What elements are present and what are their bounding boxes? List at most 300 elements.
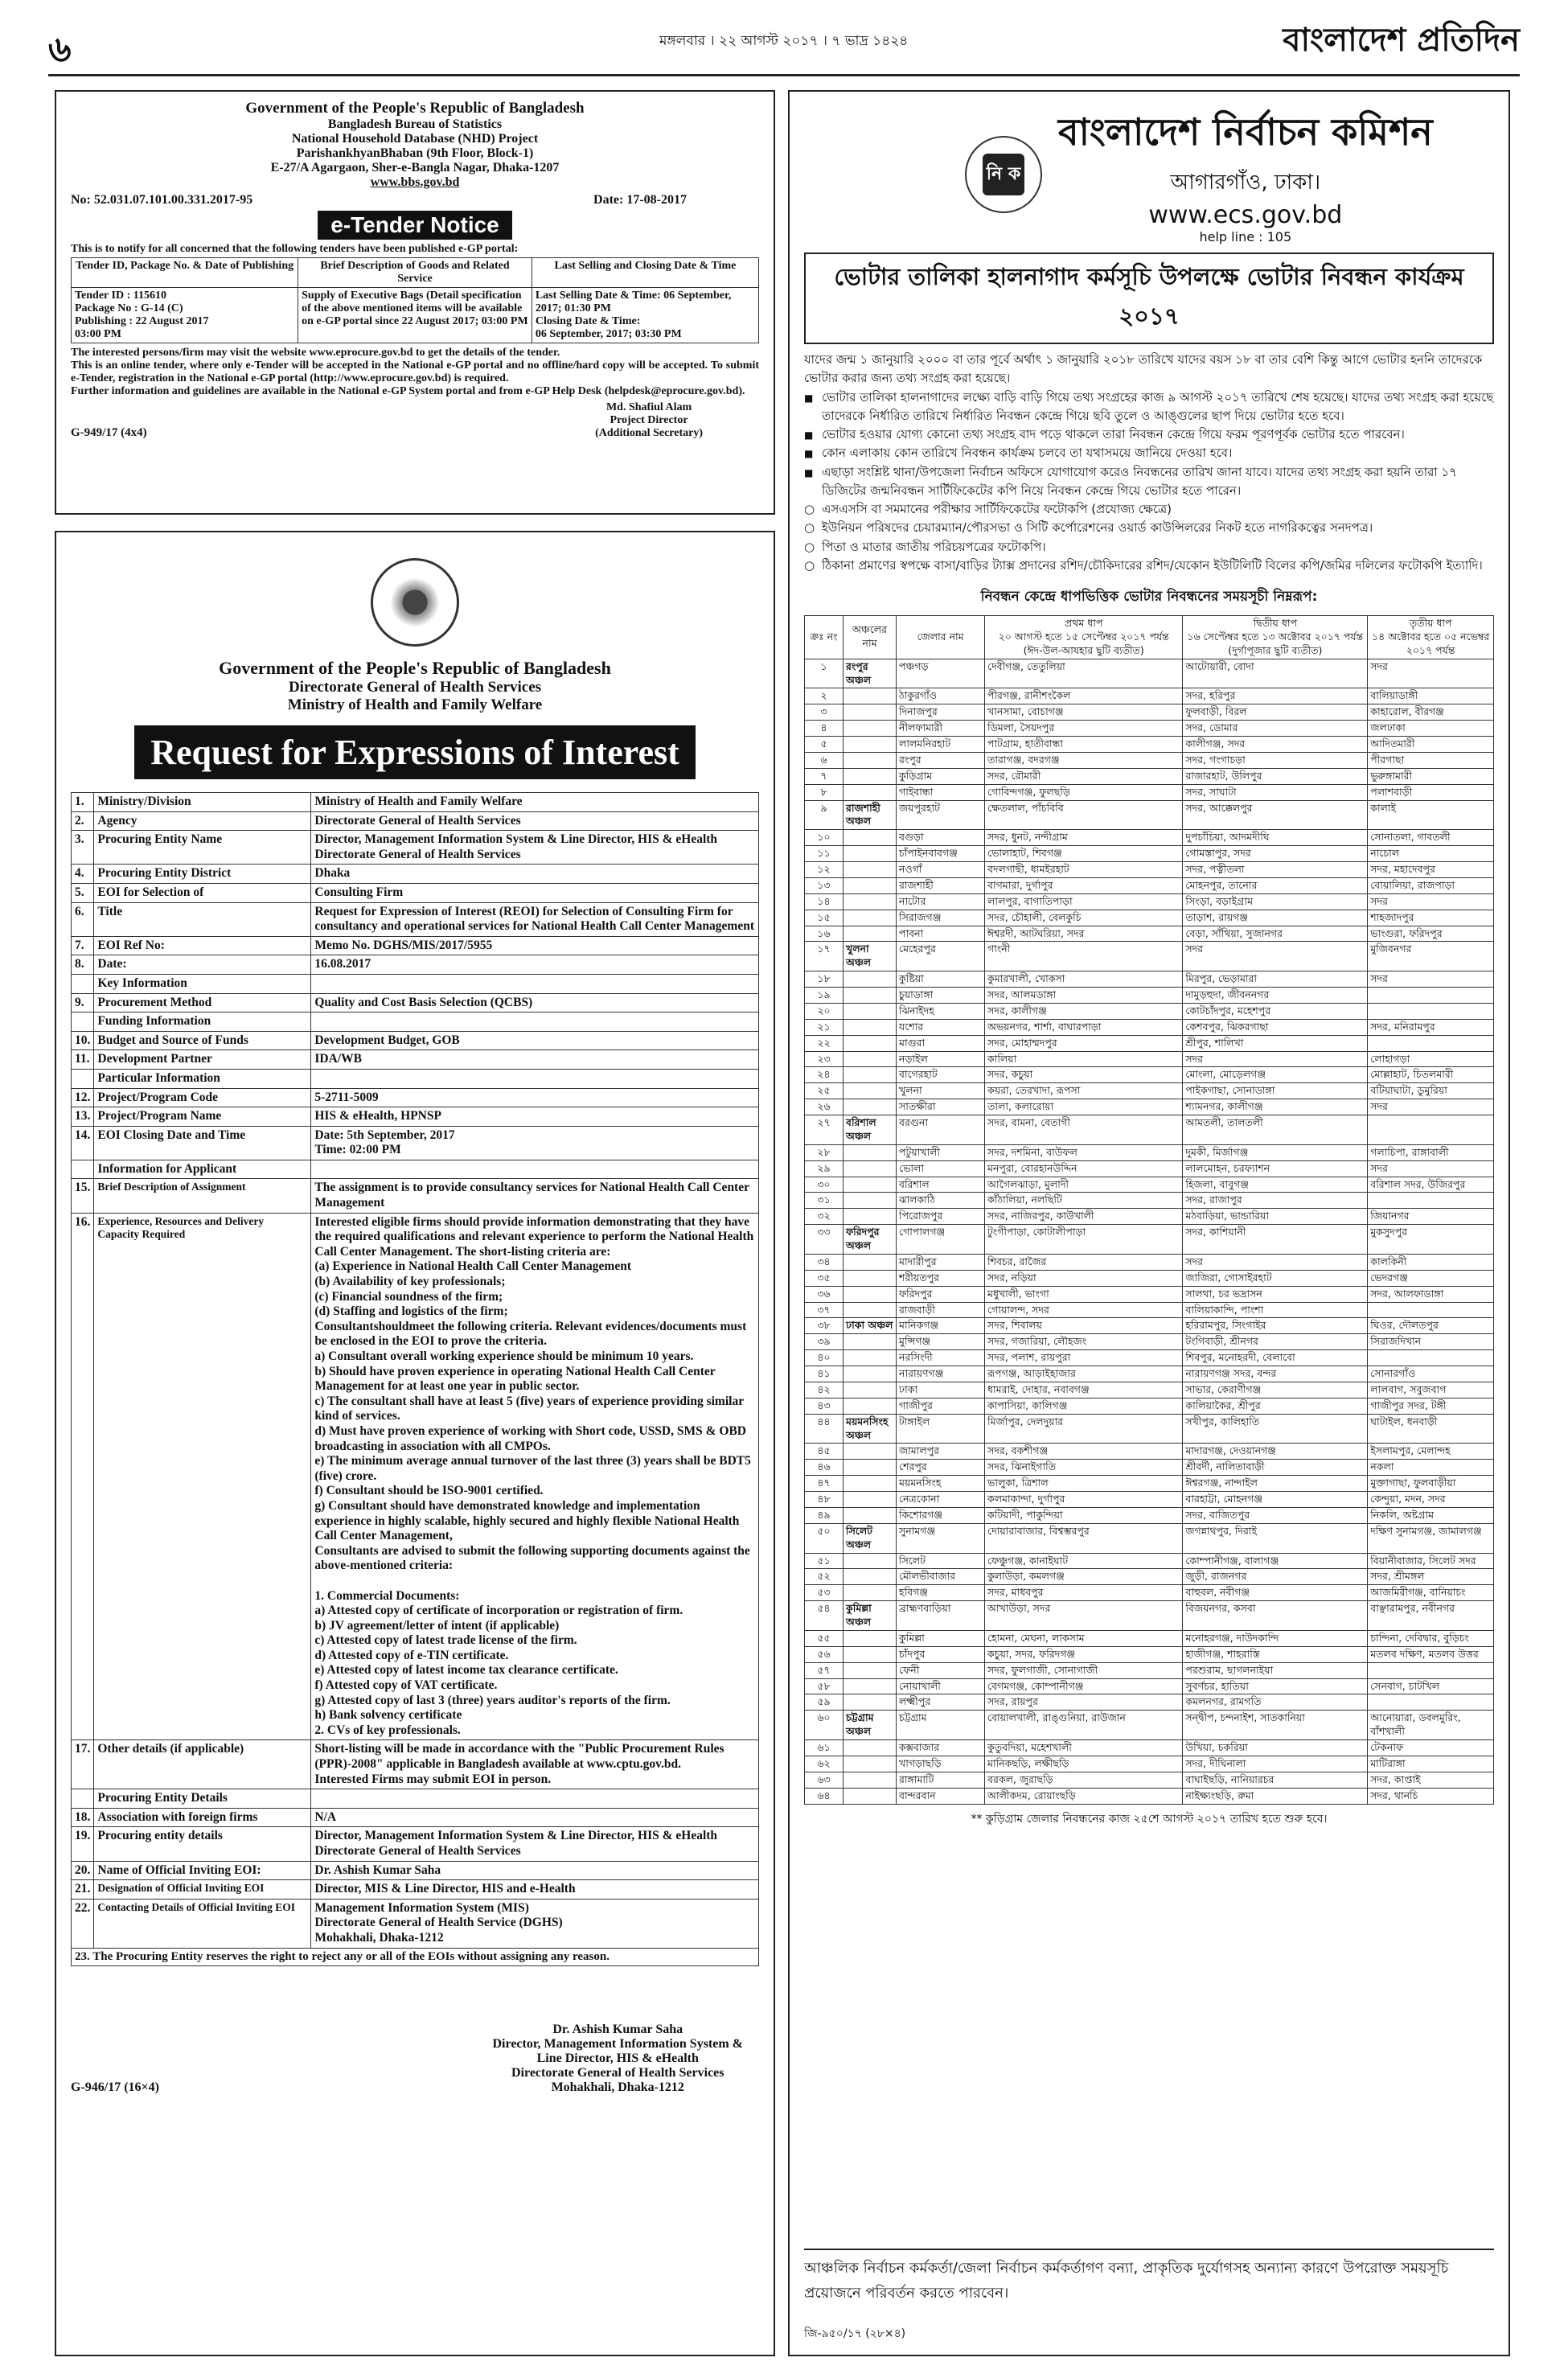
schedule-district: ফেনী [897,1662,985,1678]
schedule-serial: ৫৪ [805,1601,844,1631]
schedule-serial: ৩৫ [805,1270,844,1286]
schedule-phase-3: সোনারগাঁও [1368,1366,1494,1382]
schedule-row [805,752,1494,768]
schedule-district: নীলফামারী [897,721,985,737]
schedule-phase-2: নাইক্ষ্যংছড়ি, রুমা [1183,1788,1368,1804]
rei-row [72,1031,759,1050]
page-number: ৬ [48,29,72,70]
schedule-phase-2: উখিয়া, চকরিয়া [1183,1740,1368,1756]
schedule-phase-1: অভয়নগর, শার্শা, বাঘারপাড়া [985,1019,1183,1035]
rei-row-label: Contacting Details of Official Inviting EOI [94,1899,311,1948]
tender-website-link[interactable]: www.bbs.gov.bd [370,175,460,189]
schedule-phase-1: কালিয়া [985,1051,1183,1067]
schedule-serial: ৬০ [805,1711,844,1740]
schedule-serial: ৪৯ [805,1507,844,1523]
rei-row-number: 21. [72,1880,94,1900]
rei-row [72,1808,759,1827]
schedule-phase-2: টংগিবাড়ী, শ্রীনগর [1183,1334,1368,1350]
rei-row-label: Procuring Entity District [94,865,311,884]
rei-row-label: EOI for Selection of [94,883,311,902]
schedule-serial: ২৬ [805,1099,844,1115]
rei-signatory-line-5: Mohakhali, Dhaka-1212 [551,2080,684,2094]
rei-row-label: Budget and Source of Funds [94,1031,311,1050]
schedule-phase-2: সদর, রাজাপুর [1183,1193,1368,1209]
schedule-phase-3: পীরগাছা [1368,752,1494,768]
schedule-row [805,1318,1494,1334]
schedule-district: গাইবান্ধা [897,784,985,800]
rei-table [71,792,759,1949]
schedule-district: নোয়াখালী [897,1678,985,1694]
tender-ad-code: G-949/17 (4x4) [71,426,147,439]
schedule-phase-3: সদর, থানচি [1368,1788,1494,1804]
schedule-row [805,1523,1494,1553]
rei-row-value: Quality and Cost Basis Selection (QCBS) [311,993,759,1012]
schedule-serial: ৫২ [805,1569,844,1585]
schedule-serial: ১৮ [805,971,844,988]
schedule-district: মাগুরা [897,1035,985,1051]
schedule-phase-2: সখীপুর, কালিহাতি [1183,1414,1368,1444]
rei-row-number: 22. [72,1899,94,1948]
tender-note-1: The interested persons/firm may visit the website www.eprocure.gov.bd to get the details of the tender. [71,347,560,359]
schedule-row [805,988,1494,1004]
schedule-district: চাঁদপুর [897,1646,985,1662]
schedule-phase-3: ভুরুঙ্গামারী [1368,768,1494,784]
schedule-district: জয়পুরহাট [897,800,985,830]
schedule-phase-1: মানিকছড়ি, লক্ষীছড়ি [985,1756,1183,1772]
schedule-district: কিশোরগঞ্জ [897,1507,985,1523]
schedule-district: কুড়িগ্রাম [897,768,985,784]
schedule-serial: ২৪ [805,1067,844,1083]
schedule-phase-2: আমতলী, তালতলী [1183,1115,1368,1145]
schedule-region [844,1492,897,1508]
schedule-serial: ৬৪ [805,1788,844,1804]
schedule-serial: ৬২ [805,1756,844,1772]
schedule-district: ঠাকুরগাঁও [897,688,985,704]
schedule-phase-2: দুমকী, মির্জাগঞ্জ [1183,1144,1368,1160]
rei-row-number: 20. [72,1861,94,1880]
schedule-phase-1: গাংনী [985,942,1183,971]
schedule-district: পিরোজপুর [897,1209,985,1225]
request-for-eoi [55,531,775,2356]
schedule-phase-2: সদর, বাজিতপুর [1183,1507,1368,1523]
rei-row [72,974,759,993]
schedule-phase-2: বাহুবল, নবীগঞ্জ [1183,1585,1368,1601]
schedule-phase-2: সালথা, চর ভদ্রাসন [1183,1286,1368,1302]
schedule-phase-3: মতলব দক্ষিণ, মতলব উত্তর [1368,1646,1494,1662]
rei-row-value: 5-2711-5009 [311,1088,759,1107]
schedule-district: লালমনিরহাট [897,737,985,753]
schedule-region [844,1476,897,1492]
schedule-district: যশোর [897,1019,985,1035]
schedule-phase-1: খানসামা, বোচাগঞ্জ [985,704,1183,721]
schedule-district: পঞ্চগড় [897,659,985,688]
schedule-serial: ২৩ [805,1051,844,1067]
schedule-row [805,1772,1494,1788]
schedule-phase-1: কুলাউড়া, কমলগঞ্জ [985,1569,1183,1585]
schedule-phase-2: কমলনগর, রামগতি [1183,1694,1368,1711]
rei-row-number: 16. [72,1213,94,1740]
schedule-district: নড়াইল [897,1051,985,1067]
schedule-phase-1: বদলগাছী, ধামইরহাট [985,862,1183,878]
schedule-phase-1: দোয়ারাবাজার, বিশ্বম্ভরপুর [985,1523,1183,1553]
schedule-region [844,768,897,784]
schedule-phase-2: ঈশ্বরগঞ্জ, নান্দাইল [1183,1476,1368,1492]
schedule-phase-2: শ্রীপুর, শালিখা [1183,1035,1368,1051]
rei-row-number: 1. [72,793,94,812]
rei-row [72,1160,759,1179]
government-seal-icon [371,558,459,647]
schedule-phase-2: পাইকগাছা, সোনাডাঙ্গা [1183,1083,1368,1099]
schedule-phase-3: ইসলামপুর, মেলান্দহ [1368,1444,1494,1460]
schedule-phase-3: শাহজাদপুর [1368,910,1494,926]
schedule-phase-2: শিবপুর, মনোহরদী, বেলাবো [1183,1350,1368,1366]
rei-org-line-3: Ministry of Health and Family Welfare [287,696,543,713]
schedule-district: নারায়ণগঞ্জ [897,1366,985,1382]
schedule-region: ঢাকা অঞ্চল [844,1318,897,1334]
schedule-row [805,659,1494,688]
schedule-region [844,1051,897,1067]
schedule-district: নওগাঁ [897,862,985,878]
schedule-district: খুলনা [897,1083,985,1099]
schedule-serial: ৮ [805,784,844,800]
schedule-row [805,1366,1494,1382]
schedule-phase-2: হরিরামপুর, সিংগাইর [1183,1318,1368,1334]
schedule-phase-1: শিবচর, রাজৈর [985,1254,1183,1270]
schedule-serial: ৪০ [805,1350,844,1366]
tender-header-id: Tender ID, Package No. & Date of Publishing [72,258,298,288]
schedule-serial: ৩ [805,704,844,721]
rei-row-value [311,1789,759,1809]
rei-row-value: Short-listing will be made in accordance with the "Public Procurement Rules (PPR)-2008" applicable in Bangladesh available at www.cptu.gov.bd. Interested Firms may submit EOI in person. [311,1740,759,1789]
schedule-region [844,1083,897,1099]
schedule-phase-1: সদর, ধুনট, নন্দীগ্রাম [985,830,1183,846]
tender-memo-no: No: 52.031.07.101.00.331.2017-95 [71,193,253,207]
schedule-region [844,1630,897,1646]
schedule-row [805,1569,1494,1585]
schedule-row [805,800,1494,830]
ecs-bullets [804,388,1494,501]
schedule-serial: ৪১ [805,1366,844,1382]
schedule-district: জামালপুর [897,1444,985,1460]
schedule-district: ঝিনাইদহ [897,1003,985,1019]
rei-row [72,811,759,831]
schedule-phase-1: সদর, আলমডাঙ্গা [985,988,1183,1004]
rei-row-label: Experience, Resources and Delivery Capacity Required [94,1213,311,1740]
schedule-region [844,877,897,893]
schedule-phase-1: আখাউড়া, সদর [985,1601,1183,1631]
schedule-district: নরসিংদী [897,1350,985,1366]
schedule-district: পাবনা [897,926,985,942]
tender-header-desc: Brief Description of Goods and Related Service [298,258,532,288]
schedule-header-phase-1: প্রথম ধাপ ২০ আগস্ট হতে ১৫ সেপ্টেম্বর ২০১৭ পর্যন্ত (ঈদ-উল-আযহার ছুটি ব্যতীত) [985,616,1183,659]
tender-table [71,257,759,343]
schedule-phase-2: বালিয়াকান্দি, পাংশা [1183,1302,1368,1318]
tender-banner: e-Tender Notice [318,211,512,240]
schedule-header-phase-2: দ্বিতীয় ধাপ ১৬ সেপ্টেম্বর হতে ১৩ অক্টোবর ২০১৭ পর্যন্ত (দুর্গাপূজার ছুটি ব্যতীত) [1183,616,1368,659]
schedule-phase-2: লালমোহন, চরফ্যাশন [1183,1160,1368,1177]
schedule-row [805,1177,1494,1193]
schedule-region [844,1662,897,1678]
schedule-serial: ২৮ [805,1144,844,1160]
schedule-phase-1: সদর, রৌমারী [985,768,1183,784]
e-tender-notice [55,90,775,515]
schedule-phase-2: তাড়াশ, রায়গঞ্জ [1183,910,1368,926]
schedule-header-region: অঞ্চলের নাম [844,616,897,659]
rei-row-label: Procurement Method [94,993,311,1012]
schedule-phase-3: সদর [1368,1160,1494,1177]
schedule-district: কুমিল্লা [897,1630,985,1646]
schedule-serial: ১০ [805,830,844,846]
schedule-phase-3: সদর, মহাদেবপুর [1368,862,1494,878]
rei-row-number: 5. [72,883,94,902]
schedule-phase-2: জগন্নাথপুর, দিরাই [1183,1523,1368,1553]
schedule-serial: ১৬ [805,926,844,942]
schedule-serial: ২৫ [805,1083,844,1099]
rei-signatory-line-1: Dr. Ashish Kumar Saha [552,2022,683,2036]
schedule-phase-1: কাঁঠালিয়া, নলছিটি [985,1193,1183,1209]
schedule-district: রাঙ্গামাটি [897,1772,985,1788]
schedule-row [805,1302,1494,1318]
schedule-district: বগুড়া [897,830,985,846]
schedule-region [844,1350,897,1366]
schedule-row [805,830,1494,846]
schedule-region [844,830,897,846]
schedule-region [844,1035,897,1051]
rei-org-line-1: Government of the People's Republic of Bangladesh [219,658,611,678]
rei-row-number [72,1069,94,1088]
schedule-phase-2: সদর, আক্কেলপুর [1183,800,1368,830]
schedule-row [805,1003,1494,1019]
schedule-phase-2: বিজয়নগর, কসবা [1183,1601,1368,1631]
schedule-district: গাজীপুর [897,1398,985,1414]
rei-row-number: 3. [72,831,94,865]
schedule-row [805,971,1494,988]
schedule-phase-2: কালীগঞ্জ, সদর [1183,737,1368,753]
schedule-region [844,1003,897,1019]
ecs-doc-2: ○ ইউনিয়ন পরিষদের চেয়ারম্যান/পৌরসভা ও সিটি কর্পোরেশনের ওয়ার্ড কাউন্সিলরের নিকট হতে নাগরিকত্বের সনদপত্র। [804,519,1494,537]
schedule-district: রাজবাড়ী [897,1302,985,1318]
schedule-phase-3: সোনাতলা, গাবতলী [1368,830,1494,846]
rei-row [72,1880,759,1900]
schedule-serial: ২৯ [805,1160,844,1177]
schedule-row [805,1476,1494,1492]
schedule-phase-1: বেগমগঞ্জ, কোম্পানীগঞ্জ [985,1678,1183,1694]
schedule-phase-2: হিজলা, বাবুগঞ্জ [1183,1177,1368,1193]
schedule-phase-1: কাপাসিয়া, কালিগঞ্জ [985,1398,1183,1414]
schedule-region [844,1144,897,1160]
schedule-footnote: ** কুড়িগ্রাম জেলার নিবন্ধনের কাজ ২৫শে আগস্ট ২০১৭ তারিখ হতে শুরু হবে। [971,1812,1328,1826]
rei-row-number: 12. [72,1088,94,1107]
schedule-row [805,1225,1494,1255]
rei-row-value [311,974,759,993]
schedule-district: সাতক্ষীরা [897,1099,985,1115]
rei-row [72,1088,759,1107]
rei-banner: Request for Expressions of Interest [134,725,696,779]
schedule-phase-1: কুতুবদিয়া, মহেশখালী [985,1740,1183,1756]
schedule-phase-3: নাচোল [1368,846,1494,862]
schedule-phase-1: মনপুরা, বোরহানউদ্দিন [985,1160,1183,1177]
schedule-region [844,1193,897,1209]
schedule-phase-2: সদর, ডোমার [1183,721,1368,737]
rei-row [72,1069,759,1088]
schedule-region [844,1366,897,1382]
schedule-region [844,1286,897,1302]
schedule-phase-3: ঘিওর, দৌলতপুর [1368,1318,1494,1334]
schedule-phase-3: আদিতমারী [1368,737,1494,753]
rei-row [72,1740,759,1789]
schedule-district: বরিশাল [897,1177,985,1193]
schedule-phase-1: ডিমলা, সৈয়দপুর [985,721,1183,737]
schedule-row [805,1601,1494,1631]
tender-org-line-3: National Household Database (NHD) Project [291,132,539,146]
schedule-phase-1: ঈশ্বরদী, আটঘরিয়া, সদর [985,926,1183,942]
rei-row-value: HIS & eHealth, HPNSP [311,1107,759,1127]
schedule-phase-3 [1368,1115,1494,1145]
tender-closing-cell: Last Selling Date & Time: 06 September, 2017; 01:30 PM Closing Date & Time: 06 September, 2017; 03:30 PM [532,288,758,343]
schedule-serial: ৪৭ [805,1476,844,1492]
schedule-row [805,1193,1494,1209]
rei-row-number: 7. [72,936,94,955]
schedule-header-phase-3: তৃতীয় ধাপ ১৪ অক্টোবর হতে ০৫ নভেম্বর ২০১৭ পর্যন্ত [1368,616,1494,659]
schedule-district: রাজশাহী [897,877,985,893]
rei-row-value: Directorate General of Health Services [311,811,759,831]
schedule-phase-2: মঠবাড়িয়া, ভান্ডারিয়া [1183,1209,1368,1225]
schedule-phase-3 [1368,1003,1494,1019]
schedule-row [805,1756,1494,1772]
schedule-serial: ৩৮ [805,1318,844,1334]
ecs-website-link[interactable]: www.ecs.gov.bd [1148,201,1343,229]
schedule-serial: ৩১ [805,1193,844,1209]
schedule-row [805,1788,1494,1804]
rei-row [72,1012,759,1032]
schedule-phase-1: গোয়ালন্দ, সদর [985,1302,1183,1318]
rei-row-value: Director, Management Information System & Line Director, HIS & eHealth Directorate General of Health Services [311,831,759,865]
schedule-serial: ১১ [805,846,844,862]
schedule-phase-1: সদর, মোহাম্মদপুর [985,1035,1183,1051]
schedule-phase-1: আলীকদম, রোয়াংছড়ি [985,1788,1183,1804]
tender-header-closing: Last Selling and Closing Date & Time [532,258,758,288]
schedule-phase-2: শ্যামনগর, কালীগঞ্জ [1183,1099,1368,1115]
schedule-phase-2: দুপচাঁচিয়া, আদমদীঘি [1183,830,1368,846]
rei-row-label: Title [94,902,311,936]
schedule-phase-1: লালপুর, বাগাতিপাড়া [985,893,1183,910]
schedule-serial: ৬৩ [805,1772,844,1788]
schedule-phase-2: বারহাট্টা, মোহনগঞ্জ [1183,1492,1368,1508]
schedule-phase-2: সন্দ্বীপ, চন্দনাইশ, সাতকানিয়া [1183,1711,1368,1740]
schedule-row [805,1144,1494,1160]
rei-row [72,793,759,812]
schedule-row [805,688,1494,704]
schedule-phase-2: জুড়ী, রাজনগর [1183,1569,1368,1585]
schedule-region [844,1334,897,1350]
schedule-serial: ২২ [805,1035,844,1051]
schedule-phase-3: আজমিরীগঞ্জ, বানিয়াচং [1368,1585,1494,1601]
schedule-phase-1: গোবিন্দগঞ্জ, ফুলছড়ি [985,784,1183,800]
schedule-row [805,1083,1494,1099]
schedule-phase-1: সদর, দশমিনা, বাউফল [985,1144,1183,1160]
rei-row-label: Key Information [94,974,311,993]
schedule-phase-2: কেশবপুর, ঝিকরগাছা [1183,1019,1368,1035]
rei-row [72,902,759,936]
schedule-serial: ২০ [805,1003,844,1019]
schedule-phase-3: মোল্লাহাট, চিতলমারী [1368,1067,1494,1083]
schedule-region [844,1177,897,1193]
schedule-serial: ১৪ [805,893,844,910]
schedule-phase-3: মুক্তাগাছা, ফুলবাড়ীয়া [1368,1476,1494,1492]
schedule-phase-3: ঘাটাইল, ধনবাড়ী [1368,1414,1494,1444]
ecs-doc-3: ○ পিতা ও মাতার জাতীয় পরিচয়পত্রের ফটোকপি। [804,538,1494,557]
schedule-serial: ৫৬ [805,1646,844,1662]
tender-signatory [595,401,703,440]
schedule-region [844,926,897,942]
schedule-region [844,704,897,721]
schedule-phase-3: মাটিরাঙ্গা [1368,1756,1494,1772]
ecs-closing-note: আঞ্চলিক নির্বাচন কর্মকর্তা/জেলা নির্বাচন কর্মকর্তাগণ বন্যা, প্রাকৃতিক দুর্যোগসহ অন্যান্য কারণে উপরোক্ত সময়সূচি প্রয়োজনে পরিবর্তন করতে পারবেন। [804,2249,1494,2306]
schedule-phase-3: জলঢাকা [1368,721,1494,737]
schedule-region [844,1585,897,1601]
schedule-phase-3: জিয়ানগর [1368,1209,1494,1225]
schedule-phase-1: টুংগীপাড়া, কোটালীপাড়া [985,1225,1183,1255]
schedule-serial: ৪৩ [805,1398,844,1414]
schedule-region [844,1398,897,1414]
rei-row-label: Agency [94,811,311,831]
schedule-phase-2: রাজারহাট, উলিপুর [1183,768,1368,784]
schedule-serial: ৩৭ [805,1302,844,1318]
schedule-district: বাগেরহাট [897,1067,985,1083]
schedule-phase-1: সদর, ঝিনাইগাতি [985,1460,1183,1476]
schedule-phase-1: ক্ষেতলাল, পাঁচবিবি [985,800,1183,830]
schedule-row [805,1160,1494,1177]
schedule-region [844,862,897,878]
schedule-region [844,1694,897,1711]
rei-row-label: EOI Ref No: [94,936,311,955]
schedule-serial: ৪৮ [805,1492,844,1508]
schedule-phase-1: কুমারখালী, খোকসা [985,971,1183,988]
schedule-phase-2: বেড়া, সাঁথিয়া, সুজানগর [1183,926,1368,942]
schedule-district: সুনামগঞ্জ [897,1523,985,1553]
schedule-region [844,737,897,753]
rei-row-label: Date: [94,955,311,975]
voter-registration-banner: ভোটার তালিকা হালনাগাদ কর্মসূচি উপলক্ষে ভোটার নিবন্ধন কার্যক্রম ২০১৭ [804,253,1494,344]
schedule-region [844,1756,897,1772]
schedule-region [844,1019,897,1035]
schedule-region [844,1302,897,1318]
schedule-region: চট্টগ্রাম অঞ্চল [844,1711,897,1740]
schedule-phase-2: সুবর্ণচর, হাতিয়া [1183,1678,1368,1694]
rei-row-number: 14. [72,1126,94,1160]
schedule-phase-3: সেনবাগ, চাটখিল [1368,1678,1494,1694]
schedule-district: মৌলভীবাজার [897,1569,985,1585]
schedule-phase-1: সদর, ফুলগাজী, সোনাগাজী [985,1662,1183,1678]
ecs-bullet-1: ■ ভোটার তালিকা হালনাগাদের লক্ষ্যে বাড়ি বাড়ি গিয়ে তথ্য সংগ্রহের কাজ ৯ আগস্ট ২০১৭ তারিখে শেষ হয়েছে। যাদের তথ্য সংগ্রহ করা হয়েছে তাদেরকে নির্ধারিত তারিখে নির্ধারিত নিবন্ধন কেন্দ্রে গিয়ে ছবি তুলে ও আঙ্গুলের ছাপ দিয়ে ভোটার হতে হবে। [804,388,1494,426]
schedule-region: কুমিল্লা অঞ্চল [844,1601,897,1631]
ecs-doc-1: ○ এসএসসি বা সমমানের পরীক্ষার সার্টিফিকেটের ফটোকপি (প্রযোজ্য ক্ষেত্রে) [804,500,1494,519]
schedule-row [805,1286,1494,1302]
rei-row-number: 17. [72,1740,94,1789]
schedule-row [805,1099,1494,1115]
schedule-phase-2: মনোহরগঞ্জ, দাউদকান্দি [1183,1630,1368,1646]
schedule-district: পটুয়াখালী [897,1144,985,1160]
rei-row-number: 8. [72,955,94,975]
rei-row [72,1050,759,1070]
schedule-phase-3 [1368,1035,1494,1051]
rei-row [72,1861,759,1880]
schedule-phase-3: কালকিনী [1368,1254,1494,1270]
rei-row-value: Dr. Ashish Kumar Saha [311,1861,759,1880]
schedule-district: নাটোর [897,893,985,910]
schedule-phase-2: কোটচাঁদপুর, মহেশপুর [1183,1003,1368,1019]
schedule-title: নিবন্ধন কেন্দ্রে ধাপভিত্তিক ভোটার নিবন্ধনের সময়সূচী নিম্নরূপ: [980,589,1318,605]
